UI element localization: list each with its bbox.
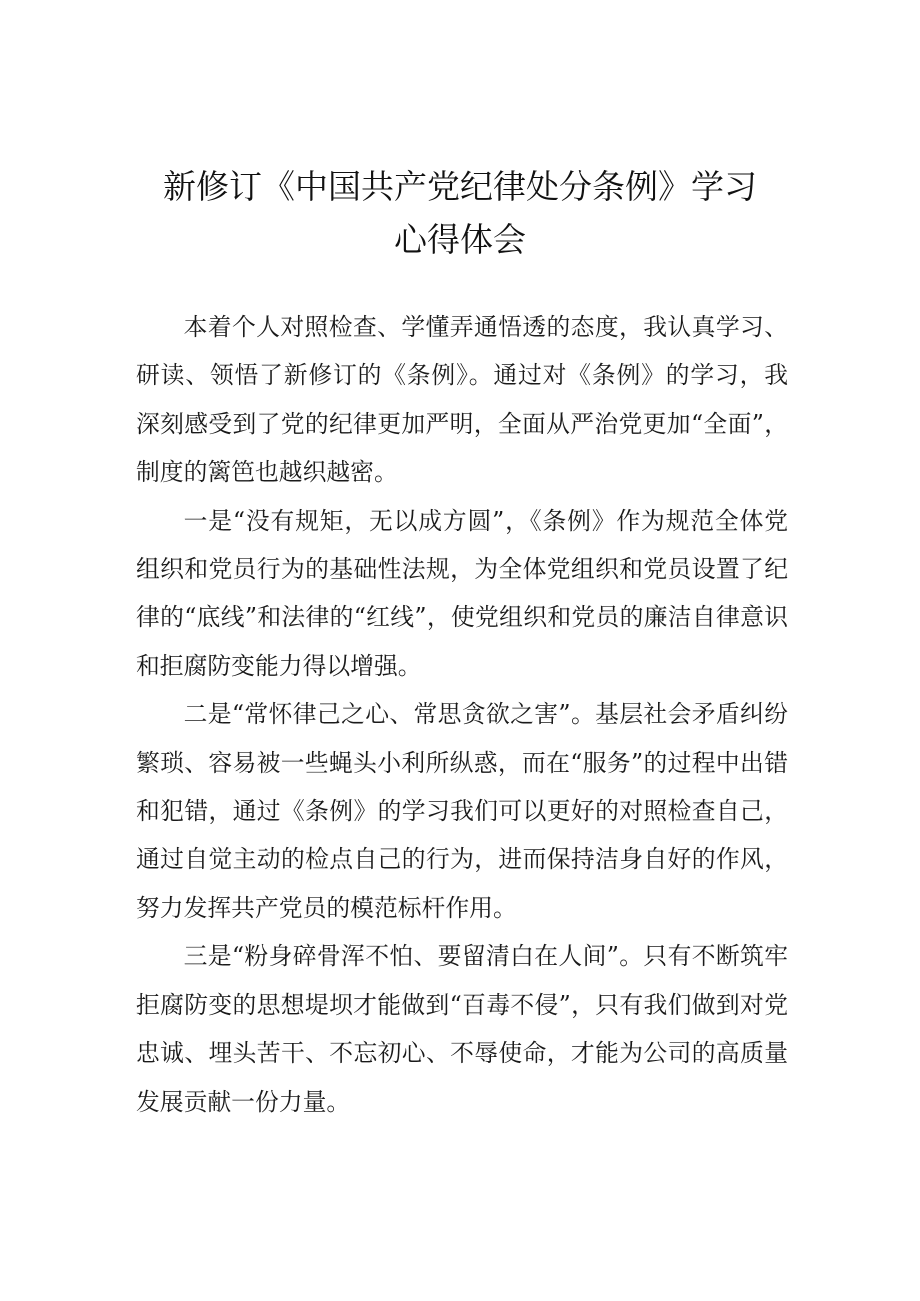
- paragraph-point-2: 二是“常怀律己之心、常思贪欲之害”。基层社会矛盾纠纷繁琐、容易被一些蝇头小利所纵惑，而在“服务”的过程中出错和犯错，通过《条例》的学习我们可以更好的对照检查自己，通过自觉主动的检点自己的行为，进而保持洁身自好的作风，努力发挥共产党员的模范标杆作用。: [136, 700, 788, 922]
- paragraph-point-3: 三是“粉身碎骨浑不怕、要留清白在人间”。只有不断筑牢拒腐防变的思想堤坝才能做到“百毒不侵”，只有我们做到对党忠诚、埋头苦干、不忘初心、不辱使命，才能为公司的高质量发展贡献一份力量。: [136, 942, 788, 1116]
- paragraph-intro: 本着个人对照检查、学懂弄通悟透的态度，我认真学习、研读、领悟了新修订的《条例》。通过对《条例》的学习，我深刻感受到了党的纪律更加严明，全面从严治党更加“全面”，制度的篱笆也越织越密。: [136, 313, 788, 487]
- document-body: [136, 303, 788, 1126]
- title-line-1: 新修订《中国共产党纪律处分条例》学习: [163, 167, 757, 206]
- document-title: [130, 160, 790, 266]
- title-line-2: 心得体会: [394, 220, 526, 259]
- paragraph-point-1: 一是“没有规矩，无以成方圆”，《条例》作为规范全体党组织和党员行为的基础性法规，为全体党组织和党员设置了纪律的“底线”和法律的“红线”，使党组织和党员的廉洁自律意识和拒腐防变能力得以增强。: [136, 506, 788, 680]
